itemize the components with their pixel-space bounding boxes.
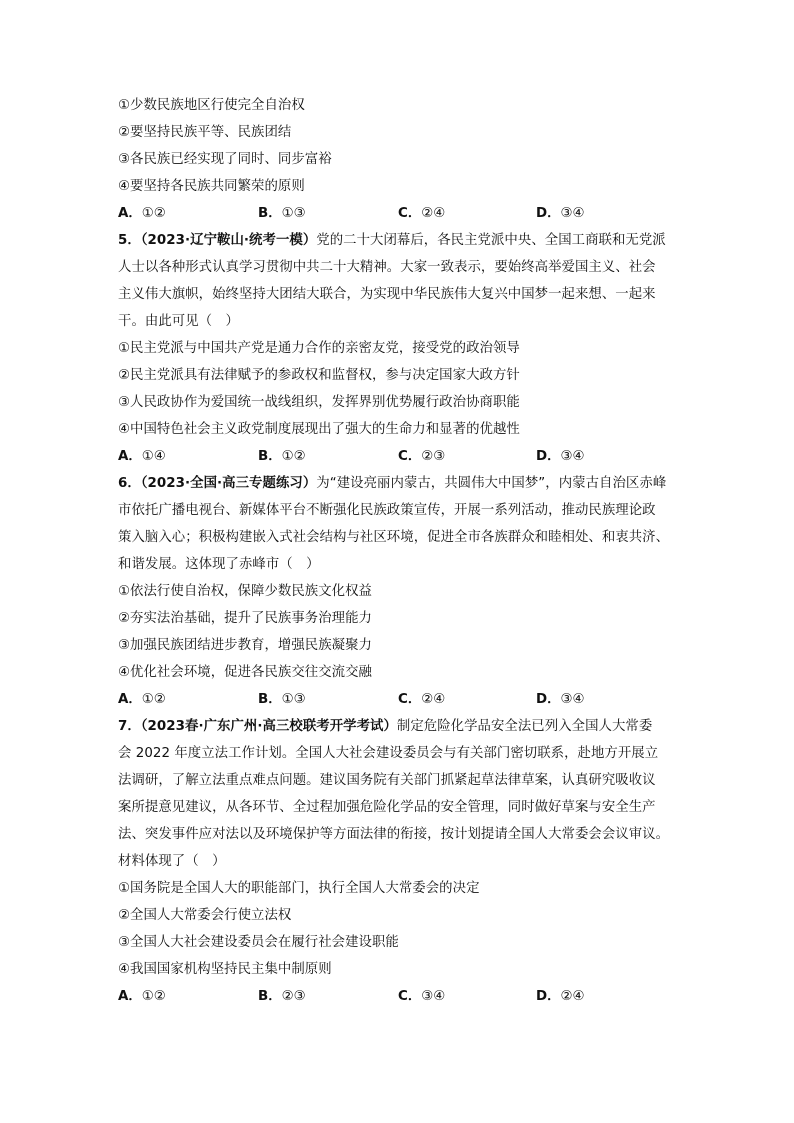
answer-letter: A． [118, 692, 142, 707]
answer-value: ③④ [560, 692, 585, 707]
q4-answer-c[interactable] [398, 200, 445, 227]
q4-answer-b[interactable] [258, 200, 306, 227]
q6-answer-choices [118, 686, 678, 713]
question-5 [118, 227, 678, 470]
answer-letter: C． [398, 206, 422, 221]
answer-letter: D． [536, 692, 561, 707]
q5-stem-line-4: 干。由此可见（ ） [118, 314, 239, 329]
answer-value: ①② [141, 989, 166, 1004]
answer-letter: A． [118, 449, 142, 464]
question-number: 6． [118, 476, 141, 491]
q5-option-4: ④中国特色社会主义政党制度展现出了强大的生命力和显著的优越性 [118, 422, 520, 437]
answer-letter: A． [118, 989, 142, 1004]
q7-option-4: ④我国国家机构坚持民主集中制原则 [118, 962, 332, 977]
stem-text: 党的二十大闭幕后，各民主党派中央、全国工商联和无党派 [316, 233, 666, 248]
q6-stem-line-4: 和谐发展。这体现了赤峰市（ ） [118, 557, 320, 572]
answer-value: ②③ [281, 989, 306, 1004]
answer-value: ①④ [141, 449, 166, 464]
q5-option-2: ②民主党派具有法律赋予的参政权和监督权，参与决定国家大政方针 [118, 368, 520, 383]
question-4 [118, 92, 678, 227]
answer-value: ①③ [281, 206, 306, 221]
q5-stem-line-3: 主义伟大旗帜，始终坚持大团结大联合，为实现中华民族伟大复兴中国梦一起来想、一起来 [118, 287, 656, 302]
answer-letter: B． [258, 206, 282, 221]
q6-answer-a[interactable] [118, 686, 166, 713]
q5-option-3: ③人民政协作为爱国统一战线组织，发挥界别优势履行政治协商职能 [118, 395, 520, 410]
q4-answer-choices [118, 200, 678, 227]
answer-value: ①② [281, 449, 306, 464]
q7-stem-line-4: 案所提意见建议，从各环节、全过程加强危险化学品的安全管理，同时做好草案与安全生产 [118, 800, 656, 815]
answer-letter: B． [258, 989, 282, 1004]
answer-value: ②④ [421, 206, 446, 221]
q7-answer-choices [118, 983, 678, 1010]
answer-value: ①③ [281, 692, 306, 707]
q7-stem-line-5: 法、突发事件应对法以及环境保护等方面法律的衔接，按计划提请全国人大常委会会议审议。 [118, 827, 670, 842]
question-7 [118, 713, 678, 1010]
question-6 [118, 470, 678, 713]
answer-value: ③④ [560, 206, 585, 221]
answer-value: ①② [141, 206, 166, 221]
q7-answer-c[interactable] [398, 983, 445, 1010]
q7-stem-line-1 [118, 713, 678, 740]
question-source: （2023春·广东广州·高三校联考开学考试） [140, 719, 397, 734]
question-number: 5． [118, 233, 141, 248]
q4-option-1: ①少数民族地区行使完全自治权 [118, 98, 305, 113]
q7-option-3: ③全国人大社会建设委员会在履行社会建设职能 [118, 935, 399, 950]
answer-letter: B． [258, 449, 282, 464]
q5-answer-d[interactable] [536, 443, 585, 470]
answer-letter: D． [536, 449, 561, 464]
q7-stem-line-3: 法调研，了解立法重点难点问题。建议国务院有关部门抓紧起草法律草案，认真研究吸收议 [118, 773, 656, 788]
answer-value: ①② [141, 692, 166, 707]
q4-option-4: ④要坚持各民族共同繁荣的原则 [118, 179, 305, 194]
q6-option-4: ④优化社会环境，促进各民族交往交流交融 [118, 665, 372, 680]
q5-answer-a[interactable] [118, 443, 166, 470]
answer-value: ②③ [421, 449, 446, 464]
q6-answer-c[interactable] [398, 686, 445, 713]
q5-stem-line-1 [118, 227, 678, 254]
q6-stem-line-3: 策入脑入心；积极构建嵌入式社会结构与社区环境，促进全市各族群众和睦相处、和衷共济、 [118, 530, 670, 545]
q6-option-3: ③加强民族团结进步教育，增强民族凝聚力 [118, 638, 372, 653]
q5-option-1: ①民主党派与中国共产党是通力合作的亲密友党，接受党的政治领导 [118, 341, 520, 356]
answer-letter: C． [398, 692, 422, 707]
q7-option-2: ②全国人大常委会行使立法权 [118, 908, 292, 923]
q5-answer-choices [118, 443, 678, 470]
q6-stem-line-2: 市依托广播电视台、新媒体平台不断强化民族政策宣传，开展一系列活动，推动民族理论政 [118, 503, 656, 518]
answer-letter: D． [536, 206, 561, 221]
q4-answer-d[interactable] [536, 200, 585, 227]
q5-answer-c[interactable] [398, 443, 445, 470]
answer-value: ③④ [560, 449, 585, 464]
q4-option-2: ②要坚持民族平等、民族团结 [118, 125, 292, 140]
answer-letter: C． [398, 989, 422, 1004]
q5-stem-line-2: 人士以各种形式认真学习贯彻中共二十大精神。大家一致表示，要始终高举爱国主义、社会 [118, 260, 656, 275]
stem-text: 为“建设亮丽内蒙古，共圆伟大中国梦”，内蒙古自治区赤峰 [316, 476, 667, 491]
answer-value: ③④ [421, 989, 446, 1004]
q5-answer-b[interactable] [258, 443, 306, 470]
q6-answer-d[interactable] [536, 686, 585, 713]
q6-stem-line-1 [118, 470, 678, 497]
q7-answer-d[interactable] [536, 983, 585, 1010]
answer-letter: A． [118, 206, 142, 221]
question-source: （2023·全国·高三专题练习） [140, 476, 317, 491]
q7-stem-line-2: 会 2022 年度立法工作计划。全国人大社会建设委员会与有关部门密切联系，赴地方开展立 [118, 746, 659, 761]
stem-text: 制定危险化学品安全法已列入全国人大常委 [396, 719, 653, 734]
answer-value: ②④ [560, 989, 585, 1004]
q7-answer-b[interactable] [258, 983, 306, 1010]
q6-option-2: ②夯实法治基础，提升了民族事务治理能力 [118, 611, 372, 626]
q7-option-1: ①国务院是全国人大的职能部门，执行全国人大常委会的决定 [118, 881, 480, 896]
answer-value: ②④ [421, 692, 446, 707]
q7-stem-line-6: 材料体现了（ ） [118, 854, 226, 869]
question-source: （2023·辽宁鞍山·统考一模） [140, 233, 317, 248]
question-number: 7． [118, 719, 141, 734]
q7-answer-a[interactable] [118, 983, 166, 1010]
answer-letter: D． [536, 989, 561, 1004]
q6-option-1: ①依法行使自治权，保障少数民族文化权益 [118, 584, 372, 599]
answer-letter: B． [258, 692, 282, 707]
page-content [118, 92, 678, 1010]
answer-letter: C． [398, 449, 422, 464]
q4-answer-a[interactable] [118, 200, 166, 227]
q6-answer-b[interactable] [258, 686, 306, 713]
q4-option-3: ③各民族已经实现了同时、同步富裕 [118, 152, 332, 167]
